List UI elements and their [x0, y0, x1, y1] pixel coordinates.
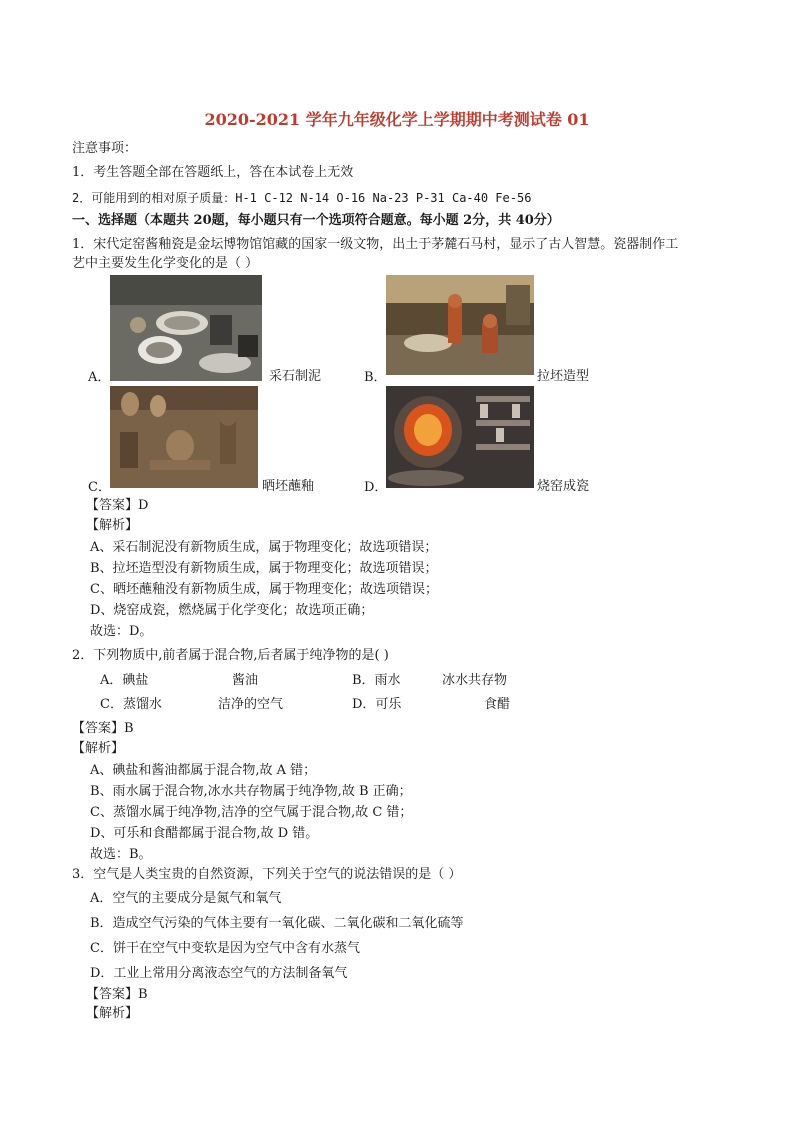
q2-option-b-letter: B．雨水 — [352, 673, 401, 688]
q1-stem-line-1: 1．宋代定窑酱釉瓷是金坛博物馆馆藏的国家一级文物，出土于茅麓石马村，显示了古人智慧。瓷器制作工 — [72, 237, 679, 252]
q2-option-d-item: 食醋 — [484, 697, 511, 712]
q1-option-a-image — [110, 275, 262, 381]
q2-analysis-line: A、碘盐和酱油都属于混合物,故 A 错； — [90, 763, 317, 778]
q2-analysis-line: B、雨水属于混合物,冰水共存物属于纯净物,故 B 正确； — [90, 784, 412, 799]
q2-analysis-line: 故选：B。 — [90, 847, 152, 862]
q1-option-c-image — [110, 386, 258, 488]
q2-option-d-letter: D．可乐 — [352, 697, 402, 712]
q1-analysis-line: A、采石制泥没有新物质生成，属于物理变化；故选项错误； — [90, 540, 438, 555]
q1-option-b-image — [386, 275, 534, 375]
q3-option-b: B．造成空气污染的气体主要有一氧化碳、二氧化碳和二氧化硫等 — [90, 916, 464, 931]
q1-option-c-letter: C． — [88, 480, 111, 495]
q1-option-d-letter: D． — [364, 480, 388, 495]
q2-option-c-item: 洁净的空气 — [218, 697, 284, 712]
q1-stem-line-2: 艺中主要发生化学变化的是（ ） — [72, 256, 259, 271]
q1-option-c-label: 晒坯蘸釉 — [262, 479, 315, 494]
q3-answer: 【答案】B — [86, 987, 148, 1002]
q1-option-d-label: 烧窑成瓷 — [537, 479, 590, 494]
q1-option-a-letter: A． — [88, 370, 111, 385]
q1-option-b-label: 拉坯造型 — [537, 369, 590, 384]
q1-analysis-line: C、晒坯蘸釉没有新物质生成，属于物理变化；故选项错误； — [90, 582, 438, 597]
q1-answer: 【答案】D — [86, 498, 149, 513]
q2-option-b-item: 冰水共存物 — [442, 673, 508, 688]
section-heading: 一、选择题（本题共 20题，每小题只有一个选项符合题意。每小题 2分，共 40分） — [72, 213, 560, 228]
q2-answer: 【答案】B — [72, 721, 134, 736]
q3-option-a: A．空气的主要成分是氮气和氧气 — [90, 891, 282, 906]
q2-analysis-line: D、可乐和食醋都属于混合物,故 D 错。 — [90, 826, 319, 841]
q2-option-c-letter: C．蒸馏水 — [100, 697, 162, 712]
q1-option-b-letter: B． — [364, 370, 387, 385]
q3-analysis-heading: 【解析】 — [86, 1006, 139, 1021]
q2-stem: 2．下列物质中,前者属于混合物,后者属于纯净物的是( ) — [72, 648, 389, 663]
notes-line-1: 1．考生答题全部在答题纸上，答在本试卷上无效 — [72, 165, 354, 180]
q3-stem: 3．空气是人类宝贵的自然资源，下列关于空气的说法错误的是（ ） — [72, 867, 462, 882]
q1-analysis-line: D、烧窑成瓷，燃烧属于化学变化；故选项正确； — [90, 603, 374, 618]
q3-option-c: C．饼干在空气中变软是因为空气中含有水蒸气 — [90, 941, 360, 956]
q2-option-a-letter: A．碘盐 — [100, 673, 149, 688]
q2-analysis-line: C、蒸馏水属于纯净物,洁净的空气属于混合物,故 C 错； — [90, 805, 413, 820]
notes-heading: 注意事项： — [72, 141, 138, 156]
q3-option-d: D．工业上常用分离液态空气的方法制备氧气 — [90, 966, 348, 981]
q1-option-d-image — [386, 386, 534, 488]
q1-analysis-line: B、拉坯造型没有新物质生成，属于物理变化；故选项错误； — [90, 561, 438, 576]
q1-option-a-label: 采石制泥 — [269, 369, 322, 384]
q2-option-a-item: 酱油 — [232, 673, 259, 688]
q2-analysis-heading: 【解析】 — [72, 741, 125, 756]
q1-analysis-heading: 【解析】 — [86, 518, 139, 533]
q1-analysis-line: 故选：D。 — [90, 624, 153, 639]
notes-line-2: 2．可能用到的相对原子质量：H-1 C-12 N-14 O-16 Na-23 P-31 Ca-40 Fe-56 — [72, 191, 532, 205]
exam-title: 2020-2021 学年九年级化学上学期期中考测试卷 01 — [204, 110, 590, 129]
